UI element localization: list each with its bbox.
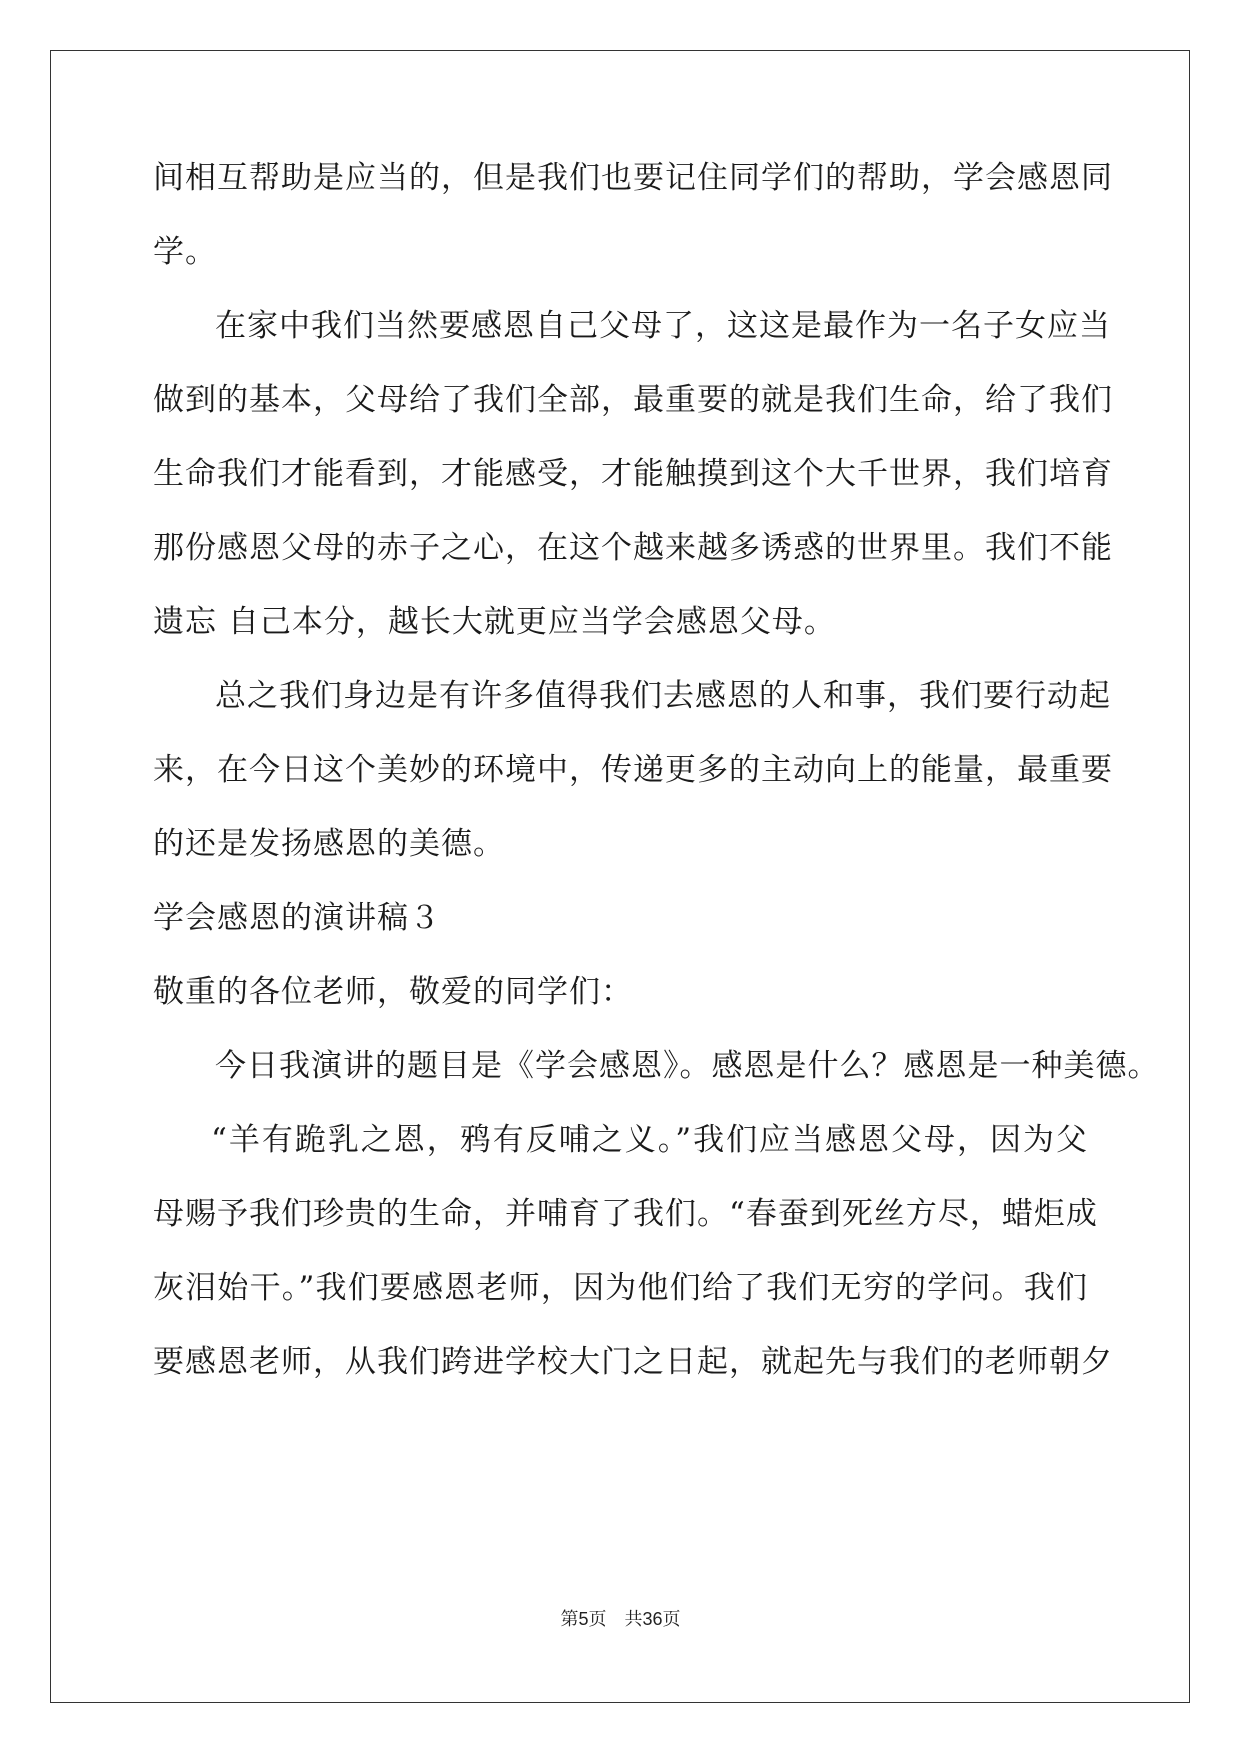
- footer-prefix: 第: [560, 1609, 579, 1630]
- section-heading: 学会感恩的演讲稿３: [153, 900, 441, 936]
- footer-mid: 页 共: [588, 1609, 643, 1630]
- text-line: 母赐予我们珍贵的生命，并哺育了我们。“春蚕到死丝方尽，蜡炬成: [153, 1196, 1098, 1232]
- salutation: 敬重的各位老师，敬爱的同学们：: [153, 974, 633, 1010]
- text-line: 要感恩老师，从我们跨进学校大门之日起，就起先与我们的老师朝夕: [153, 1344, 1113, 1380]
- text-line: “羊有跪乳之恩，鸦有反哺之义。”我们应当感恩父母，因为父: [211, 1122, 1088, 1158]
- text-line: 灰泪始干。”我们要感恩老师，因为他们给了我们无穷的学问。我们: [153, 1270, 1088, 1306]
- text-line: 来，在今日这个美妙的环境中，传递更多的主动向上的能量，最重要: [153, 752, 1113, 788]
- text-line: 今日我演讲的题目是《学会感恩》。感恩是什么？感恩是一种美德。: [215, 1048, 1160, 1084]
- text-line: 的还是发扬感恩的美德。: [153, 826, 505, 862]
- text-line: 间相互帮助是应当的，但是我们也要记住同学们的帮助，学会感恩同: [153, 160, 1113, 196]
- text-line: 学。: [153, 234, 217, 270]
- text-line: 那份感恩父母的赤子之心，在这个越来越多诱惑的世界里。我们不能: [153, 530, 1113, 566]
- footer-suffix: 页: [662, 1609, 681, 1630]
- text-line: 在家中我们当然要感恩自己父母了，这这是最作为一名子女应当: [215, 308, 1111, 344]
- text-line: 遗忘 自己本分，越长大就更应当学会感恩父母。: [153, 604, 836, 640]
- page-frame: [50, 50, 1190, 1703]
- text-line: 做到的基本，父母给了我们全部，最重要的就是我们生命，给了我们: [153, 382, 1113, 418]
- page-footer: [0, 1605, 1241, 1631]
- total-page-number: 36: [642, 1609, 663, 1629]
- current-page-number: 5: [578, 1609, 589, 1629]
- text-line: 生命我们才能看到，才能感受，才能触摸到这个大千世界，我们培育: [153, 456, 1113, 492]
- text-line: 总之我们身边是有许多值得我们去感恩的人和事，我们要行动起: [215, 678, 1111, 714]
